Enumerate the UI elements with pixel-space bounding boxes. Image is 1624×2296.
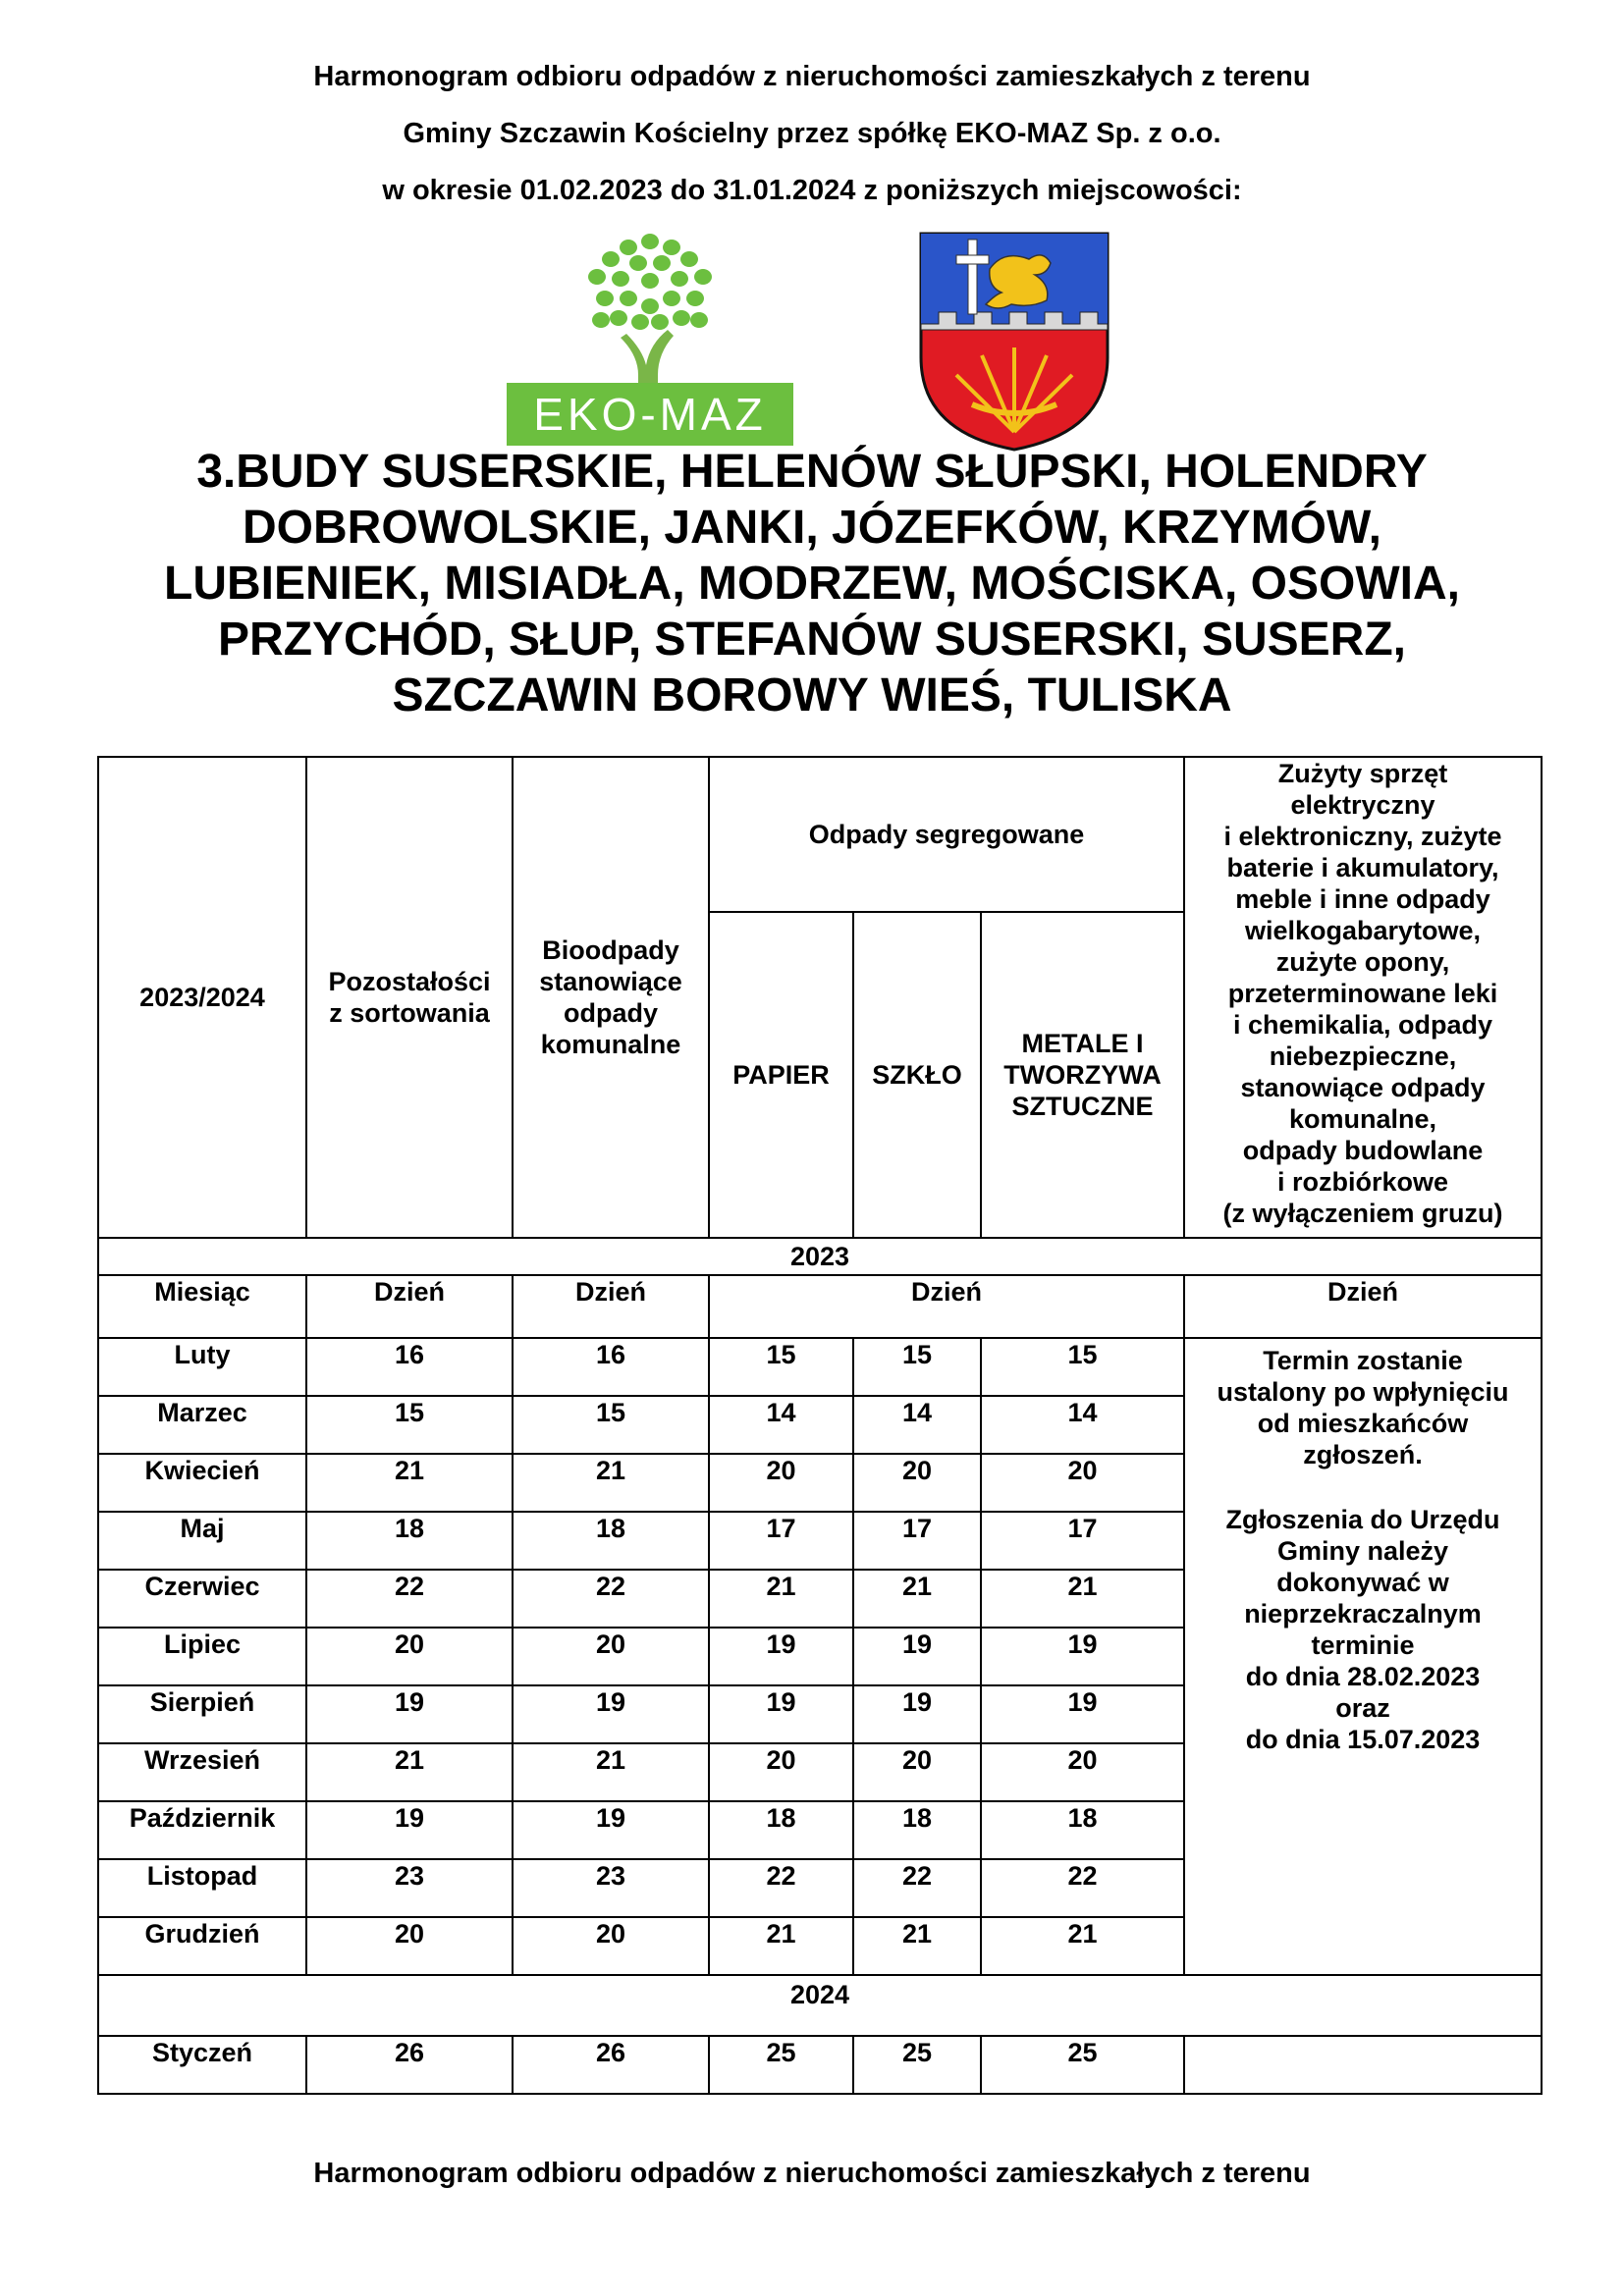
paper-day-cell: 25 xyxy=(709,2036,853,2094)
localities-heading xyxy=(59,444,1565,723)
month-cell: Grudzień xyxy=(98,1917,306,1975)
header-text-line: (z wyłączeniem gruzu) xyxy=(1222,1199,1503,1228)
note-line: oraz xyxy=(1335,1693,1390,1723)
leaf-shape xyxy=(663,291,680,306)
note-line: terminie xyxy=(1311,1630,1415,1660)
metal-day-cell: 19 xyxy=(981,1685,1184,1743)
leaf-shape xyxy=(602,251,620,267)
leaf-shape xyxy=(651,314,669,330)
bio-day-cell: 18 xyxy=(513,1512,709,1570)
paper-day-cell: 18 xyxy=(709,1801,853,1859)
residual-day-cell: 20 xyxy=(306,1917,513,1975)
note-line: ustalony po wpłynięciu xyxy=(1217,1377,1509,1407)
biowaste-header xyxy=(513,757,709,1238)
glass-day-cell: 15 xyxy=(853,1338,981,1396)
bulky-day-cell xyxy=(1184,2036,1542,2094)
metal-day-cell: 21 xyxy=(981,1570,1184,1628)
header-text-line: TWORZYWA xyxy=(1003,1060,1162,1090)
note-line: Gminy należy xyxy=(1276,1536,1449,1566)
paper-day-cell: 21 xyxy=(709,1570,853,1628)
collection-schedule-table xyxy=(97,756,1543,2095)
year-row xyxy=(98,1238,1542,1275)
page-footer xyxy=(0,2158,1624,2190)
metal-plastic-header xyxy=(981,912,1184,1238)
bio-day-cell: 20 xyxy=(513,1917,709,1975)
leaf-shape xyxy=(690,312,708,328)
residual-waste-header xyxy=(306,757,513,1238)
month-cell: Marzec xyxy=(98,1396,306,1454)
bio-day-cell: 19 xyxy=(513,1801,709,1859)
metal-day-cell: 21 xyxy=(981,1917,1184,1975)
metal-day-cell: 14 xyxy=(981,1396,1184,1454)
bio-day-cell: 21 xyxy=(513,1454,709,1512)
metal-day-cell: 15 xyxy=(981,1338,1184,1396)
municipal-crest xyxy=(913,230,1115,454)
leaf-shape xyxy=(610,310,627,326)
paper-day-cell: 19 xyxy=(709,1628,853,1685)
metal-day-cell: 22 xyxy=(981,1859,1184,1917)
day-label: Dzień xyxy=(306,1275,513,1338)
metal-day-cell: 20 xyxy=(981,1454,1184,1512)
leaf-shape xyxy=(631,314,649,330)
bulky-waste-note xyxy=(1184,1338,1542,1975)
header-text-line: i elektroniczny, zużyte xyxy=(1223,822,1502,851)
leaf-shape xyxy=(671,271,688,287)
header-text-line: komunalne, xyxy=(1288,1104,1437,1134)
month-cell: Styczeń xyxy=(98,2036,306,2094)
residual-day-cell: 22 xyxy=(306,1570,513,1628)
localities-line-4: PRZYCHÓD, SŁUP, STEFANÓW SUSERSKI, SUSERZ, xyxy=(218,614,1406,666)
month-cell: Lipiec xyxy=(98,1628,306,1685)
glass-day-cell: 20 xyxy=(853,1743,981,1801)
leaf-shape xyxy=(629,255,647,271)
header-text-line: z sortowania xyxy=(329,998,490,1028)
month-label: Miesiąc xyxy=(98,1275,306,1338)
header-text-line: zużyte opony, xyxy=(1275,947,1450,977)
residual-day-cell: 21 xyxy=(306,1743,513,1801)
header-line-1: Harmonogram odbioru odpadów z nieruchomości zamieszkałych z terenu xyxy=(313,61,1311,92)
residual-day-cell: 23 xyxy=(306,1859,513,1917)
header-text-line: i chemikalia, odpady xyxy=(1232,1010,1493,1040)
bio-day-cell: 20 xyxy=(513,1628,709,1685)
leaf-shape xyxy=(596,291,614,306)
month-cell: Maj xyxy=(98,1512,306,1570)
note-line: nieprzekraczalnym xyxy=(1244,1599,1482,1629)
leaf-shape xyxy=(686,291,704,306)
leaf-shape xyxy=(612,271,629,287)
paper-day-cell: 21 xyxy=(709,1917,853,1975)
leaf-shape xyxy=(673,310,690,326)
day-label: Dzień xyxy=(513,1275,709,1338)
month-cell: Kwiecień xyxy=(98,1454,306,1512)
leaf-shape xyxy=(680,251,698,267)
year-row xyxy=(98,1975,1542,2036)
month-cell: Luty xyxy=(98,1338,306,1396)
note-line: do dnia 28.02.2023 xyxy=(1245,1662,1481,1691)
bio-day-cell: 16 xyxy=(513,1338,709,1396)
glass-day-cell: 19 xyxy=(853,1685,981,1743)
header-text-line: wielkogabarytowe, xyxy=(1244,916,1482,945)
residual-day-cell: 16 xyxy=(306,1338,513,1396)
paper-header: PAPIER xyxy=(709,912,853,1238)
leaf-shape xyxy=(592,312,610,328)
header-text-line: odpady budowlane xyxy=(1242,1136,1484,1165)
note-line: zgłoszeń. xyxy=(1303,1440,1423,1469)
localities-line-3: LUBIENIEK, MISIADŁA, MODRZEW, MOŚCISKA, OSOWIA, xyxy=(164,558,1460,610)
glass-day-cell: 19 xyxy=(853,1628,981,1685)
paper-day-cell: 14 xyxy=(709,1396,853,1454)
paper-day-cell: 19 xyxy=(709,1685,853,1743)
footer-line-1: Harmonogram odbioru odpadów z nieruchomości zamieszkałych z terenu xyxy=(313,2158,1311,2189)
month-cell: Listopad xyxy=(98,1859,306,1917)
header-text-line: odpady xyxy=(563,998,658,1028)
bio-day-cell: 19 xyxy=(513,1685,709,1743)
metal-day-cell: 20 xyxy=(981,1743,1184,1801)
note-spacer xyxy=(1189,1470,1537,1504)
month-cell: Październik xyxy=(98,1801,306,1859)
header-text-line: i rozbiórkowe xyxy=(1276,1167,1449,1197)
glass-day-cell: 21 xyxy=(853,1570,981,1628)
month-cell: Wrzesień xyxy=(98,1743,306,1801)
bio-day-cell: 26 xyxy=(513,2036,709,2094)
month-cell: Sierpień xyxy=(98,1685,306,1743)
glass-day-cell: 22 xyxy=(853,1859,981,1917)
header-text-line: komunalne xyxy=(540,1030,681,1059)
glass-day-cell: 21 xyxy=(853,1917,981,1975)
residual-day-cell: 18 xyxy=(306,1512,513,1570)
glass-day-cell: 14 xyxy=(853,1396,981,1454)
bio-day-cell: 15 xyxy=(513,1396,709,1454)
metal-day-cell: 25 xyxy=(981,2036,1184,2094)
lion-icon xyxy=(986,255,1051,308)
note-line: do dnia 15.07.2023 xyxy=(1245,1725,1481,1754)
year-2023-label: 2023 xyxy=(98,1238,1542,1275)
header-text-line: Bioodpady xyxy=(542,935,679,965)
header-text-line: stanowiące xyxy=(539,967,682,996)
glass-day-cell: 20 xyxy=(853,1454,981,1512)
segregated-waste-header: Odpady segregowane xyxy=(709,757,1184,912)
glass-header: SZKŁO xyxy=(853,912,981,1238)
eko-maz-logo xyxy=(503,228,797,450)
header-text-line: przeterminowane leki xyxy=(1227,979,1498,1008)
leaf-shape xyxy=(588,269,606,285)
leaf-shape xyxy=(663,240,680,255)
header-text-line: elektryczny xyxy=(1290,790,1435,820)
note-line: dokonywać w xyxy=(1276,1568,1449,1597)
bulky-waste-header xyxy=(1184,757,1542,1238)
leaf-shape xyxy=(620,291,637,306)
period-header: 2023/2024 xyxy=(98,757,306,1238)
header-text-line: Pozostałości xyxy=(328,967,491,996)
table-header-row xyxy=(98,757,1542,912)
day-label: Dzień xyxy=(709,1275,1184,1338)
residual-day-cell: 21 xyxy=(306,1454,513,1512)
header-text-line: SZTUCZNE xyxy=(1011,1092,1154,1121)
glass-day-cell: 25 xyxy=(853,2036,981,2094)
header-line-3: w okresie 01.02.2023 do 31.01.2024 z poniższych miejscowości: xyxy=(382,175,1242,206)
leaf-shape xyxy=(694,269,712,285)
day-label: Dzień xyxy=(1184,1275,1542,1338)
page-header xyxy=(0,57,1624,228)
header-text-line: meble i inne odpady xyxy=(1235,884,1490,914)
residual-day-cell: 19 xyxy=(306,1685,513,1743)
note-line: od mieszkańców xyxy=(1257,1409,1469,1438)
paper-day-cell: 20 xyxy=(709,1454,853,1512)
table-row xyxy=(98,2036,1542,2094)
leaf-shape xyxy=(641,273,659,289)
paper-day-cell: 20 xyxy=(709,1743,853,1801)
leaf-shape xyxy=(620,240,637,255)
header-text-line: niebezpieczne, xyxy=(1269,1041,1457,1071)
column-label-row xyxy=(98,1275,1542,1338)
paper-day-cell: 22 xyxy=(709,1859,853,1917)
year-2024-label: 2024 xyxy=(98,1975,1542,2036)
metal-day-cell: 17 xyxy=(981,1512,1184,1570)
metal-day-cell: 18 xyxy=(981,1801,1184,1859)
bio-day-cell: 21 xyxy=(513,1743,709,1801)
localities-line-5: SZCZAWIN BOROWY WIEŚ, TULISKA xyxy=(392,669,1232,721)
residual-day-cell: 26 xyxy=(306,2036,513,2094)
paper-day-cell: 15 xyxy=(709,1338,853,1396)
glass-day-cell: 18 xyxy=(853,1801,981,1859)
eko-maz-wordmark: EKO-MAZ xyxy=(533,389,767,440)
note-line: Zgłoszenia do Urzędu xyxy=(1225,1505,1500,1534)
metal-day-cell: 19 xyxy=(981,1628,1184,1685)
residual-day-cell: 19 xyxy=(306,1801,513,1859)
header-text-line: baterie i akumulatory, xyxy=(1226,853,1499,882)
header-text-line: Zużyty sprzęt xyxy=(1277,759,1448,788)
leaf-shape xyxy=(653,255,671,271)
localities-line-2: DOBROWOLSKIE, JANKI, JÓZEFKÓW, KRZYMÓW, xyxy=(242,502,1381,554)
note-line: Termin zostanie xyxy=(1263,1346,1463,1375)
paper-day-cell: 17 xyxy=(709,1512,853,1570)
residual-day-cell: 15 xyxy=(306,1396,513,1454)
table-row xyxy=(98,1338,1542,1396)
bio-day-cell: 22 xyxy=(513,1570,709,1628)
leaf-shape xyxy=(641,234,659,249)
bio-day-cell: 23 xyxy=(513,1859,709,1917)
residual-day-cell: 20 xyxy=(306,1628,513,1685)
header-text-line: stanowiące odpady xyxy=(1240,1073,1486,1102)
header-line-2: Gminy Szczawin Kościelny przez spółkę EKO-MAZ Sp. z o.o. xyxy=(403,118,1221,149)
localities-line-1: 3.BUDY SUSERSKIE, HELENÓW SŁUPSKI, HOLENDRY xyxy=(196,446,1428,498)
leaf-shape xyxy=(641,298,659,314)
glass-day-cell: 17 xyxy=(853,1512,981,1570)
header-text-line: METALE I xyxy=(1021,1029,1144,1058)
month-cell: Czerwiec xyxy=(98,1570,306,1628)
